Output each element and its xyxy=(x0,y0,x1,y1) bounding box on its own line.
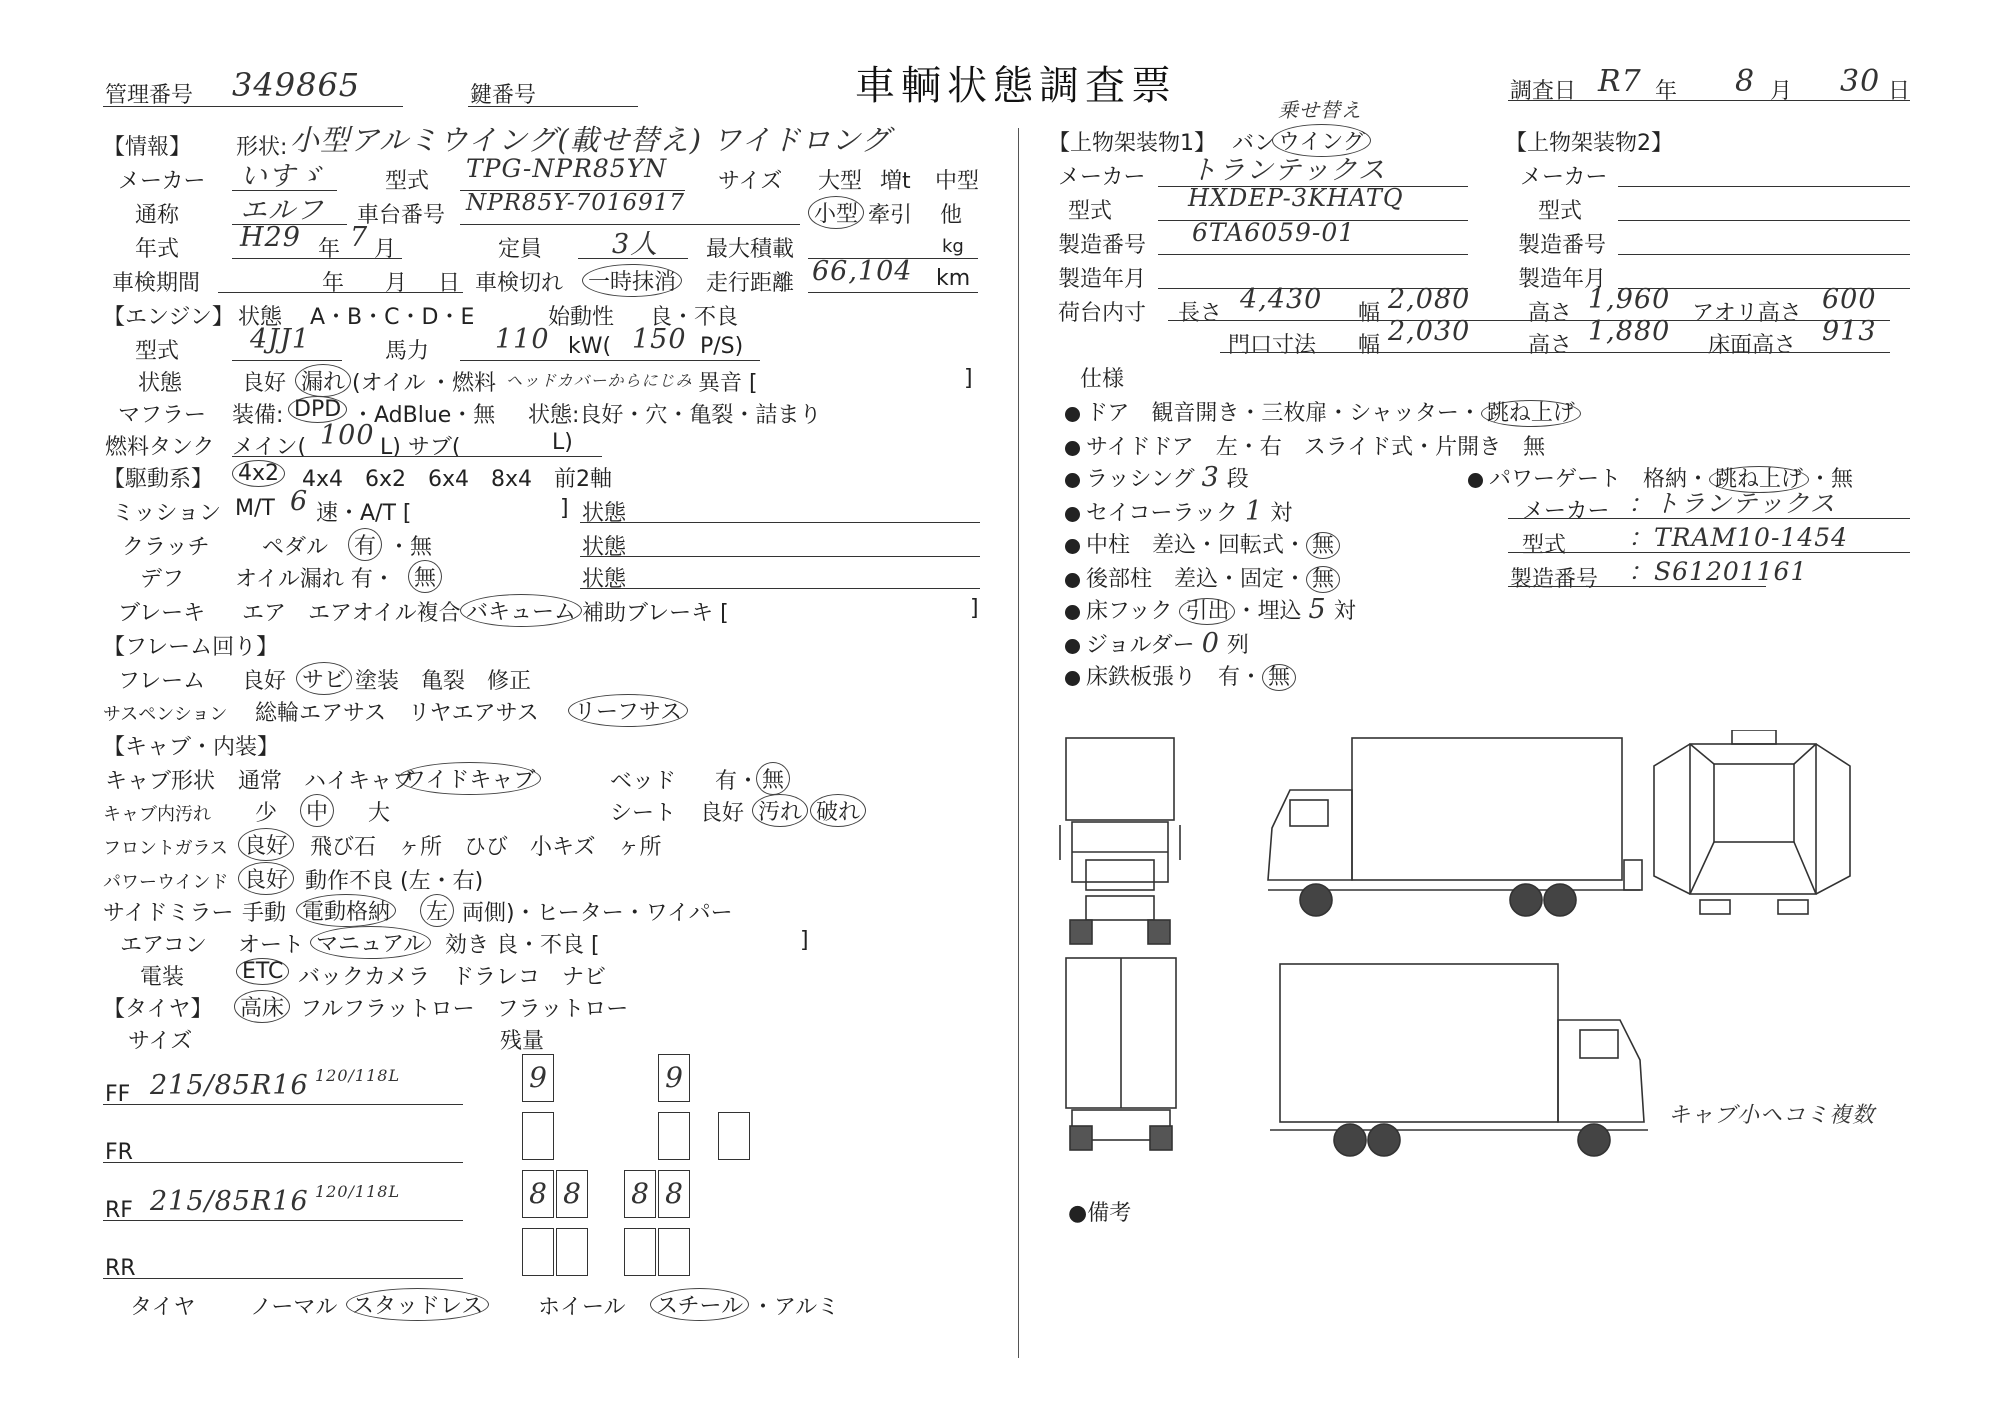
elec-etc-selected: ETC xyxy=(236,958,289,985)
drive-opts: 4x4 6x2 6x4 8x4 前2軸 xyxy=(302,467,613,492)
diff-text: オイル漏れ 有・ xyxy=(235,567,395,592)
tire-box-rr-3 xyxy=(624,1228,656,1276)
cab-dirt-small: 少 xyxy=(255,801,278,826)
diff-state-label: 状態 xyxy=(582,567,627,592)
aori-label: アオリ高さ xyxy=(1692,301,1802,326)
truck-rear-open-view xyxy=(1654,730,1850,914)
elec-label: 電装 xyxy=(140,965,185,990)
chassis-label: 車台番号 xyxy=(357,203,446,228)
ff-load: 120/118L xyxy=(315,1066,401,1085)
tire-heading: 【タイヤ】 xyxy=(103,997,213,1022)
brake-end: ] xyxy=(970,596,979,621)
wid-label: 幅 xyxy=(1358,301,1381,326)
tank-main-value: 100 xyxy=(320,420,375,451)
muffler-equip: 装備: xyxy=(232,403,284,428)
diff-no-selected: 無 xyxy=(408,560,442,593)
model-value: TPG-NPR85YN xyxy=(466,154,668,183)
body1-serial-value: 6TA6059-01 xyxy=(1192,218,1356,247)
tire-kind-studless-selected: スタッドレス xyxy=(346,1288,489,1321)
engine-state-label: 状態 xyxy=(238,305,283,330)
maker-value: いすゞ xyxy=(240,161,324,192)
inspect-label: 車検期間 xyxy=(112,271,201,296)
date-era: R7 xyxy=(1598,64,1642,99)
muffler-state: 状態:良好・穴・亀裂・詰まり xyxy=(528,403,822,428)
spec-heading: 仕様 xyxy=(1080,367,1125,392)
mirror-label: サイドミラー xyxy=(103,901,234,926)
inspect-day-unit: 日 xyxy=(438,271,461,296)
door-w-label: 幅 xyxy=(1358,333,1381,358)
mission-state-label: 状態 xyxy=(582,501,627,526)
pw-label: パワーウインド xyxy=(103,872,229,893)
body1-van: バン xyxy=(1232,131,1277,156)
tire-kind-normal: ノーマル xyxy=(250,1295,338,1320)
ac-end: ] xyxy=(800,928,809,953)
cab-shape-opts: 通常 ハイキャブ xyxy=(238,769,415,794)
susp-opts: 総輪エアサス リヤエアサス xyxy=(255,701,539,726)
date-month: 8 xyxy=(1735,64,1756,99)
mission-label: ミッション xyxy=(112,501,222,526)
engine-type-label: 型式 xyxy=(135,339,180,364)
cab-dirt-large: 大 xyxy=(368,801,391,826)
frame-good: 良好 xyxy=(242,669,287,694)
elec-rest: バックカメラ ドラレコ ナビ xyxy=(298,965,607,990)
muffler-label: マフラー xyxy=(118,403,207,428)
door-h-value: 1,880 xyxy=(1588,316,1671,347)
fr-label: FR xyxy=(105,1140,133,1165)
body1-heading: 【上物架装物1】 xyxy=(1048,131,1216,156)
tank-label: 燃料タンク xyxy=(105,435,215,460)
spec-jolder: ジョルダー 0 列 xyxy=(1065,628,1249,659)
body2-year-label: 製造年月 xyxy=(1518,267,1607,292)
clutch-pedal: ペダル xyxy=(262,535,329,560)
frame-heading: 【フレーム回り】 xyxy=(103,635,279,660)
mission-speed: 6 xyxy=(290,486,309,517)
mileage-label: 走行距離 xyxy=(706,271,795,296)
size-opt-mid: 中型 xyxy=(935,169,980,194)
pg-maker-value: ：トランテックス xyxy=(1628,489,1836,518)
seat-dirty-selected: 汚れ xyxy=(752,794,808,827)
inner-label: 荷台内寸 xyxy=(1058,301,1147,326)
clutch-label: クラッチ xyxy=(122,535,210,560)
diagram-note: キャブ小ヘコミ複数 xyxy=(1668,1103,1876,1128)
date-year-unit: 年 xyxy=(1655,79,1678,104)
engine-noise-end: ] xyxy=(964,366,973,391)
wid-value: 2,080 xyxy=(1388,284,1471,315)
power-kw: 110 xyxy=(495,324,550,355)
glass-rest: 飛び石 ヶ所 ひび 小キズ ヶ所 xyxy=(310,835,662,860)
date-day-unit: 日 xyxy=(1888,79,1911,104)
spec-center-pillar: 中柱 差込・回転式・ 無 xyxy=(1065,528,1340,559)
page-title: 車輌状態調査票 xyxy=(855,63,1177,109)
ac-rest: 効き 良・不良 [ xyxy=(445,933,600,958)
chassis-value: NPR85Y-7016917 xyxy=(466,190,686,216)
body1-year-label: 製造年月 xyxy=(1058,267,1147,292)
spec-side-door: サイドドア 左・右 スライド式・片開き 無 xyxy=(1065,430,1545,461)
body2-serial-label: 製造番号 xyxy=(1518,233,1607,258)
engine-state-opts: A・B・C・D・E xyxy=(310,305,475,330)
kagi-label: 鍵番号 xyxy=(470,83,537,108)
pg-serial-value: ：S61201161 xyxy=(1628,557,1808,586)
tire-box-rf-3: 8 xyxy=(624,1170,656,1218)
kanri-value: 349865 xyxy=(232,66,361,104)
door-w-value: 2,030 xyxy=(1388,316,1471,347)
body1-wing-selected: ウイング xyxy=(1272,124,1371,157)
engine-cond-note: ヘッドカバーからにじみ xyxy=(506,371,693,390)
engine-cond-good: 良好 xyxy=(242,371,287,396)
mission-mt: M/T xyxy=(235,496,275,521)
date-month-unit: 月 xyxy=(1770,79,1793,104)
clutch-no: ・無 xyxy=(388,535,433,560)
muffler-rest: ・AdBlue・無 xyxy=(352,403,496,428)
len-label: 長さ xyxy=(1178,301,1223,326)
tire-kind-label: タイヤ xyxy=(130,1295,196,1320)
size-opt-other: 他 xyxy=(940,203,963,228)
month-value: 7 xyxy=(350,222,369,253)
cab-wide-selected: ワイドキャブ xyxy=(398,762,541,795)
mileage-unit: km xyxy=(936,266,971,291)
tank-sub-unit: L) xyxy=(552,430,573,455)
inspect-month-unit: 月 xyxy=(385,271,408,296)
tire-box-fr-right xyxy=(658,1112,690,1160)
body1-note: 乗せ替え xyxy=(1278,98,1362,122)
inspect-year-unit: 年 xyxy=(322,271,345,296)
bed-label: ベッド xyxy=(610,769,677,794)
truck-front-view xyxy=(1060,738,1180,944)
brake-aux: 補助ブレーキ [ xyxy=(582,601,729,626)
len-value: 4,430 xyxy=(1240,284,1323,315)
clutch-yes-selected: 有 xyxy=(348,528,382,561)
brake-label: ブレーキ xyxy=(118,601,206,626)
cab-dirt-mid-selected: 中 xyxy=(300,794,334,827)
shape-label: 形状: xyxy=(236,135,288,160)
spec-floor-hook: 床フック 引出 ・埋込 5 対 xyxy=(1065,594,1356,625)
susp-leaf-selected: リーフサス xyxy=(568,694,688,727)
tire-size-label: サイズ xyxy=(128,1029,193,1054)
tire-box-rr-1 xyxy=(522,1228,554,1276)
ac-manual-selected: マニュアル xyxy=(310,926,431,959)
mission-end: ] xyxy=(560,496,569,521)
engine-type-value: 4JJ1 xyxy=(250,324,311,355)
mirror-left-selected: 左 xyxy=(420,894,454,927)
clutch-state-label: 状態 xyxy=(582,535,627,560)
model-label: 型式 xyxy=(385,169,430,194)
tire-type-rest: フルフラットロー フラットロー xyxy=(300,997,629,1022)
brake-vacuum-selected: バキューム xyxy=(460,594,582,627)
tire-box-rr-2 xyxy=(556,1228,588,1276)
tire-box-ff-right: 9 xyxy=(658,1054,690,1102)
engine-cond-oil: (オイル xyxy=(352,371,426,396)
body2-heading: 【上物架装物2】 xyxy=(1505,131,1673,156)
diff-label: デフ xyxy=(140,567,185,592)
spec-power-gate: パワーゲート 格納・ 跳ね上げ ・無 xyxy=(1468,462,1853,493)
mission-rest: 速・A/T [ xyxy=(316,501,412,526)
frame-label: フレーム xyxy=(118,669,206,694)
pw-rest: 動作不良 (左・右) xyxy=(305,869,484,894)
rf-label: RF xyxy=(105,1198,133,1223)
power-label: 馬力 xyxy=(385,339,430,364)
tank-main-unit: L) サブ( xyxy=(380,435,461,460)
size-opt-plus: 増t xyxy=(880,169,911,194)
seat-good: 良好 xyxy=(700,801,745,826)
pg-model-label: 型式 xyxy=(1522,533,1567,558)
truck-side-view-left xyxy=(1268,738,1642,916)
maker-label: メーカー xyxy=(118,169,206,194)
floor-label: 床面高さ xyxy=(1708,333,1797,358)
inspect-expired: 車検切れ xyxy=(475,271,564,296)
spec-floor-plate: 床鉄板張り 有・ 無 xyxy=(1065,660,1296,691)
tire-box-ff-left: 9 xyxy=(522,1054,554,1102)
maxload-label: 最大積載 xyxy=(706,237,795,262)
rr-label: RR xyxy=(105,1256,136,1281)
size-label: サイズ xyxy=(718,169,783,194)
tire-box-fr-extra xyxy=(718,1112,750,1160)
frame-rust-selected: サビ xyxy=(296,662,352,695)
body2-model-label: 型式 xyxy=(1538,199,1583,224)
pg-model-value: ：TRAM10-1454 xyxy=(1628,523,1849,552)
tire-box-fr-left xyxy=(522,1112,554,1160)
wheel-steel-selected: スチール xyxy=(650,1288,749,1321)
body1-model-value: HXDEP-3KHATQ xyxy=(1188,184,1404,212)
power-ps: 150 xyxy=(632,324,687,355)
size-opt-tow: 牽引 xyxy=(868,203,913,228)
hgt-value: 1,960 xyxy=(1588,284,1671,315)
tire-remain-label: 残量 xyxy=(500,1029,545,1054)
mirror-manual: 手動 xyxy=(242,901,287,926)
shape-value: 小型アルミウイング(載せ替え) ワイドロング xyxy=(290,123,891,157)
year-value: H29 xyxy=(240,222,301,253)
date-label: 調査日 xyxy=(1510,79,1577,104)
body2-maker-label: メーカー xyxy=(1520,165,1608,190)
floor-value: 913 xyxy=(1822,316,1877,347)
remarks-label: ●備考 xyxy=(1068,1201,1132,1226)
bed-no-selected: 無 xyxy=(756,762,790,795)
drive-4x2-selected: 4x2 xyxy=(232,460,285,487)
ac-label: エアコン xyxy=(120,933,207,958)
door-h-label: 高さ xyxy=(1528,333,1573,358)
size-opt-large: 大型 xyxy=(818,169,863,194)
rf-value: 215/85R16 xyxy=(150,1186,309,1217)
tire-box-rr-4 xyxy=(658,1228,690,1276)
aori-value: 600 xyxy=(1822,284,1877,315)
bed-yes: 有・ xyxy=(715,769,760,794)
drive-heading: 【駆動系】 xyxy=(103,467,214,492)
capacity-value: 3人 xyxy=(612,229,659,260)
engine-cond-label: 状態 xyxy=(138,371,183,396)
truck-rear-closed-view xyxy=(1066,958,1176,1150)
inspect-temp-selected: 一時抹消 xyxy=(582,264,682,297)
seat-broken-selected: 破れ xyxy=(810,794,866,827)
ff-value: 215/85R16 xyxy=(150,1070,309,1101)
name-label: 通称 xyxy=(135,203,180,228)
muffler-dpd-selected: DPD xyxy=(288,396,347,423)
date-day: 30 xyxy=(1840,64,1881,99)
tank-main: メイン( xyxy=(232,435,307,460)
seat-label: シート xyxy=(610,801,677,826)
ps-unit: P/S) xyxy=(700,334,744,359)
body1-serial-label: 製造番号 xyxy=(1058,233,1147,258)
brake-opts: エア エアオイル複合 xyxy=(242,601,461,626)
spec-lashing: ラッシング 3 段 xyxy=(1065,462,1249,493)
mirror-electric-selected: 電動格納 xyxy=(296,894,396,927)
spec-seiko-rack: セイコーラック 1 対 xyxy=(1065,496,1292,527)
kw-unit: kW( xyxy=(568,334,612,359)
engine-heading: 【エンジン】 xyxy=(103,305,234,330)
name-value: エルフ xyxy=(240,195,324,226)
size-opt-small-selected: 小型 xyxy=(808,196,864,229)
cab-heading: 【キャブ・内装】 xyxy=(103,735,280,760)
glass-good-selected: 良好 xyxy=(238,828,294,861)
cab-dirt-label: キャブ内汚れ xyxy=(103,804,211,825)
month-unit: 月 xyxy=(374,237,397,262)
engine-noise: 異音 [ xyxy=(698,371,758,396)
body1-maker-value: トランテックス xyxy=(1190,155,1386,186)
pg-maker-label: メーカー xyxy=(1522,499,1610,524)
maxload-unit: kg xyxy=(942,236,964,257)
body1-model-label: 型式 xyxy=(1068,199,1113,224)
ac-auto: オート xyxy=(238,933,305,958)
engine-cond-fuel: ・燃料 xyxy=(430,371,497,396)
body1-maker-label: メーカー xyxy=(1058,165,1146,190)
spec-door: ドア 観音開き・三枚扉・シャッター・ 跳ね上げ xyxy=(1065,396,1581,427)
kanri-label: 管理番号 xyxy=(105,83,194,108)
truck-side-view-right xyxy=(1270,964,1648,1156)
door-label: 門口寸法 xyxy=(1228,333,1317,358)
tire-box-rf-2: 8 xyxy=(556,1170,588,1218)
tire-box-rf-4: 8 xyxy=(658,1170,690,1218)
year-label: 年式 xyxy=(135,237,180,262)
mileage-value: 66,104 xyxy=(812,256,913,287)
spec-rear-pillar: 後部柱 差込・固定・ 無 xyxy=(1065,562,1340,593)
tire-box-rf-1: 8 xyxy=(522,1170,554,1218)
glass-label: フロントガラス xyxy=(103,838,228,859)
mirror-rest: 両側)・ヒーター・ワイパー xyxy=(462,901,733,926)
tire-high-selected: 高床 xyxy=(234,990,290,1023)
info-heading: 【情報】 xyxy=(103,135,192,160)
engine-cond-leak-selected: 漏れ xyxy=(295,364,351,397)
center-divider xyxy=(1018,128,1019,1358)
susp-label: サスペンション xyxy=(103,704,228,725)
start-opts: 良・不良 xyxy=(650,305,739,330)
rf-load: 120/118L xyxy=(315,1182,401,1201)
pw-good-selected: 良好 xyxy=(238,862,294,895)
hgt-label: 高さ xyxy=(1528,301,1573,326)
frame-rest: 塗装 亀裂 修正 xyxy=(355,669,532,694)
year-unit: 年 xyxy=(318,237,341,262)
cab-shape-label: キャブ形状 xyxy=(105,769,216,794)
wheel-label: ホイール xyxy=(538,1295,626,1320)
capacity-label: 定員 xyxy=(498,237,543,262)
ff-label: FF xyxy=(105,1082,131,1107)
pg-serial-label: 製造番号 xyxy=(1510,567,1599,592)
start-label: 始動性 xyxy=(548,305,615,330)
wheel-alu: ・アルミ xyxy=(752,1295,840,1320)
